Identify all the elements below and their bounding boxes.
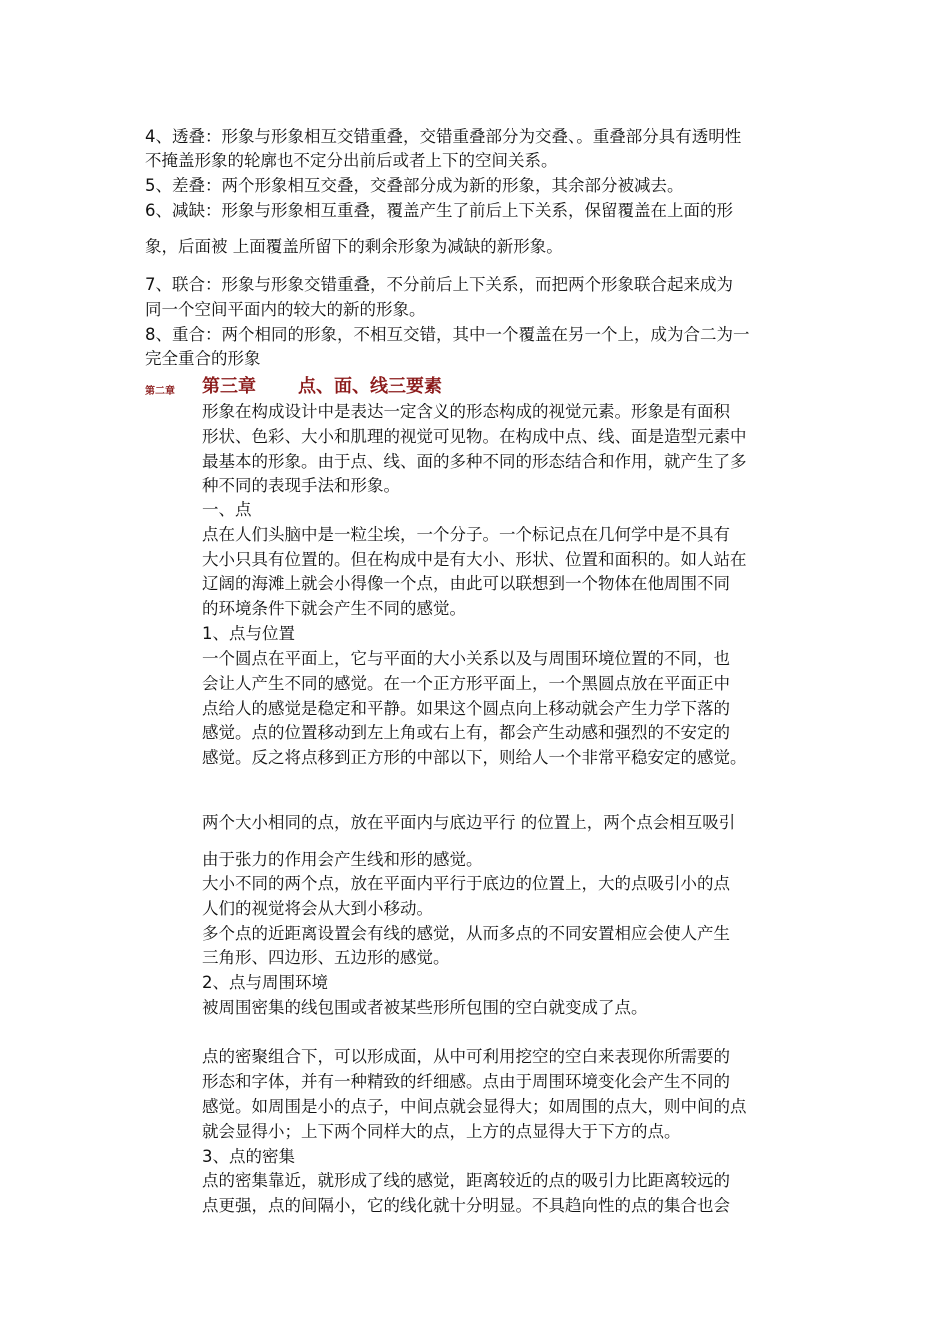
body-line: 点更强，点的间隔小，它的线化就十分明显。不具趋向性的点的集合也会 (202, 1196, 730, 1215)
subsection-heading: 3、点的密集 (202, 1147, 295, 1166)
body-line: 人们的视觉将会从大到小移动。 (202, 899, 433, 918)
body-line: 形象在构成设计中是表达一定含义的形态构成的视觉元素。形象是有面积 (202, 402, 730, 421)
body-line: 一个圆点在平面上，它与平面的大小关系以及与周围环境位置的不同，也 (202, 649, 730, 668)
intro-line: 4、透叠：形象与形象相互交错重叠，交错重叠部分为交叠、。重叠部分具有透明性 (145, 127, 742, 146)
intro-line: 不掩盖形象的轮廓也不定分出前后或者上下的空间关系。 (145, 151, 558, 170)
body-line: 多个点的近距离设置会有线的感觉，从而多点的不同安置相应会使人产生 (202, 924, 730, 943)
body-line: 的环境条件下就会产生不同的感觉。 (202, 599, 466, 618)
body-line: 形状、色彩、大小和肌理的视觉可见物。在构成中点、线、面是造型元素中 (202, 427, 747, 446)
section-heading: 一、点 (202, 500, 252, 519)
body-line: 三角形、四边形、五边形的感觉。 (202, 948, 450, 967)
body-line: 最基本的形象。由于点、线、面的多种不同的形态结合和作用，就产生了多 (202, 452, 747, 471)
chapter-title: 第三章 (202, 376, 256, 397)
body-line: 点的密聚组合下，可以形成面，从中可利用挖空的空白来表现你所需要的 (202, 1047, 730, 1066)
body-line: 感觉。如周围是小的点子，中间点就会显得大；如周围的点大，则中间的点 (202, 1097, 747, 1116)
body-line: 感觉。反之将点移到正方形的中部以下，则给人一个非常平稳安定的感觉。 (202, 748, 747, 767)
body-line: 点给人的感觉是稳定和平静。如果这个圆点向上移动就会产生力学下落的 (202, 699, 730, 718)
subsection-heading: 2、点与周围环境 (202, 973, 328, 992)
intro-line: 6、减缺：形象与形象相互重叠，覆盖产生了前后上下关系，保留覆盖在上面的形 (145, 201, 733, 220)
body-line: 点在人们头脑中是一粒尘埃，一个分子。一个标记点在几何学中是不具有 (202, 525, 730, 544)
intro-line: 象，后面被 上面覆盖所留下的剩余形象为减缺的新形象。 (145, 237, 563, 256)
chapter-tag: 第二章 (145, 386, 175, 397)
body-line: 大小只具有位置的。但在构成中是有大小、形状、位置和面积的。如人站在 (202, 550, 747, 569)
body-line: 就会显得小；上下两个同样大的点，上方的点显得大于下方的点。 (202, 1122, 681, 1141)
body-line: 感觉。点的位置移动到左上角或右上有，都会产生动感和强烈的不安定的 (202, 723, 730, 742)
intro-line: 8、重合：两个相同的形象，不相互交错，其中一个覆盖在另一个上，成为合二为一 (145, 325, 750, 344)
intro-line: 7、联合：形象与形象交错重叠，不分前后上下关系，而把两个形象联合起来成为 (145, 275, 733, 294)
subsection-heading: 1、点与位置 (202, 624, 295, 643)
body-line: 种不同的表现手法和形象。 (202, 476, 400, 495)
body-line: 辽阔的海滩上就会小得像一个点，由此可以联想到一个物体在他周围不同 (202, 574, 730, 593)
body-line: 被周围密集的线包围或者被某些形所包围的空白就变成了点。 (202, 998, 648, 1017)
body-line: 会让人产生不同的感觉。在一个正方形平面上，一个黑圆点放在平面正中 (202, 674, 730, 693)
chapter-topic: 点、面、线三要素 (298, 376, 442, 397)
body-line: 由于张力的作用会产生线和形的感觉。 (202, 850, 483, 869)
intro-line: 5、差叠：两个形象相互交叠，交叠部分成为新的形象，其余部分被减去。 (145, 176, 684, 195)
body-line: 大小不同的两个点，放在平面内平行于底边的位置上，大的点吸引小的点 (202, 874, 730, 893)
body-line: 两个大小相同的点，放在平面内与底边平行 的位置上，两个点会相互吸引 (202, 813, 736, 832)
intro-line: 完全重合的形象 (145, 349, 261, 368)
body-line: 点的密集靠近，就形成了线的感觉，距离较近的点的吸引力比距离较远的 (202, 1171, 730, 1190)
body-line: 形态和字体，并有一种精致的纤细感。点由于周围环境变化会产生不同的 (202, 1072, 730, 1091)
intro-line: 同一个空间平面内的较大的新的形象。 (145, 300, 426, 319)
